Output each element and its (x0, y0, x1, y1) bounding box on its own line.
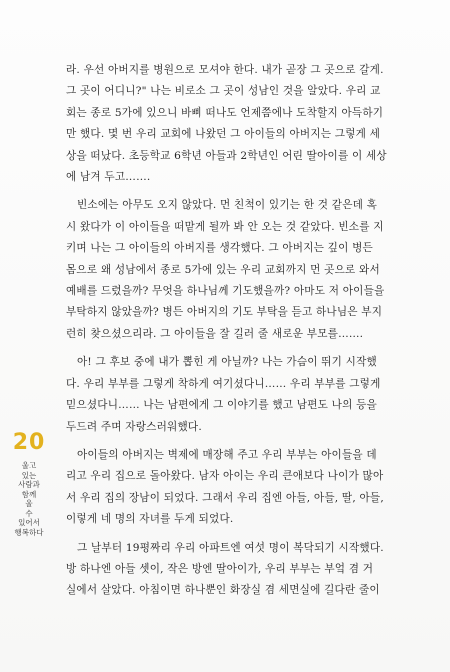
paragraph-gap (66, 531, 438, 538)
text-line: 서 우리 집의 장남이 되었다. 그래서 우리 집엔 아들, 아들, 딸, 아들, (66, 491, 384, 504)
paragraph-gap (66, 438, 438, 445)
running-title-word: 함께 (21, 489, 37, 499)
running-title-word: 사람과 (18, 480, 40, 489)
text-line: 이렇게 네 명의 자녀를 두게 되었다. (66, 513, 234, 526)
running-title-word: 있어서 (18, 518, 40, 527)
page-number: 20 (12, 430, 46, 455)
text-line: 에 남겨 두고……. (66, 171, 151, 184)
running-title-word: 수 (25, 508, 33, 518)
text-line: 방 하나엔 아들 셋이, 작은 방엔 딸아이가, 우리 부부는 부엌 겸 거 (66, 562, 374, 575)
text-line: 런히 찾으셨으리라. 그 아이들을 잘 길러 줄 새로운 부모를……. (66, 327, 364, 340)
running-title-word: 울고 (21, 461, 37, 470)
text-line: 믿으셨다니…… 나는 남편에게 그 이야기를 했고 남편도 나의 등을 (66, 399, 377, 412)
text-line: 예배를 드렸을까? 무엇을 하나님께 기도했을까? 아마도 저 아이들을 (66, 285, 385, 298)
text-line: 아! 그 후보 중에 내가 뽑힌 게 아닐까? 나는 가슴이 뛰기 시작했 (77, 356, 377, 369)
text-line: 시 왔다가 이 아이들을 떠맡게 될까 봐 안 오는 것 같았다. 빈소를 지 (66, 220, 384, 233)
running-title-word: 있는 (21, 470, 37, 480)
running-title (12, 461, 46, 537)
paragraph-gap (66, 188, 438, 195)
running-title-word: 행복하다 (14, 527, 44, 537)
text-line: 두드려 주며 자랑스러워했다. (66, 420, 202, 433)
running-title-word: 울 (25, 499, 33, 508)
text-line: 회는 종로 5가에 있으니 바삐 떠나도 언제쯤에나 도착할지 아득하기 (66, 106, 384, 119)
body-text (66, 60, 438, 602)
text-line: 부탁하지 않았을까? 병든 아버지의 기도 부탁을 듣고 하나님은 부지 (66, 306, 383, 319)
text-line: 빈소에는 아무도 오지 않았다. 먼 친척이 있기는 한 것 같은데 혹 (77, 199, 378, 212)
page-footer (12, 430, 46, 537)
text-line: 몸으로 왜 성남에서 종로 5가에 있는 우리 교회까지 먼 곳으로 와서 (66, 263, 380, 276)
text-line: 리고 우리 집으로 돌아왔다. 남자 아이는 우리 큰애보다 나이가 많아 (66, 470, 384, 483)
paragraph-gap (66, 345, 438, 352)
text-line: 키며 나는 그 아이들의 아버지를 생각했다. 그 아버지는 깊이 병든 (66, 242, 373, 255)
text-line: 상을 떠났다. 초등학교 6학년 아들과 2학년인 어린 딸아이를 이 세상 (66, 149, 387, 162)
text-line: 다. 우리 부부를 그렇게 착하게 여기셨다니…… 우리 부부를 그렇게 (66, 377, 381, 390)
text-line: 실에서 살았다. 아침이면 하나뿐인 화장실 겸 세면실에 길다란 줄이 (66, 584, 380, 597)
text-line: 아이들의 아버지는 벽제에 매장해 주고 우리 부부는 아이들을 데 (77, 448, 377, 461)
text-line: 그 날부터 19평짜리 우리 아파트엔 여섯 명이 복닥되기 시작했다. (77, 541, 384, 554)
text-line: 그 곳이 어디니?" 나는 비로소 그 곳이 성남인 것을 알았다. 우리 교 (66, 85, 381, 98)
text-line: 만 했다. 몇 번 우리 교회에 나왔던 그 아이들의 아버지는 그렇게 세 (66, 128, 381, 141)
text-line: 라. 우선 아버지를 병원으로 모셔야 한다. 내가 곧장 그 곳으로 갈게. (66, 64, 384, 76)
